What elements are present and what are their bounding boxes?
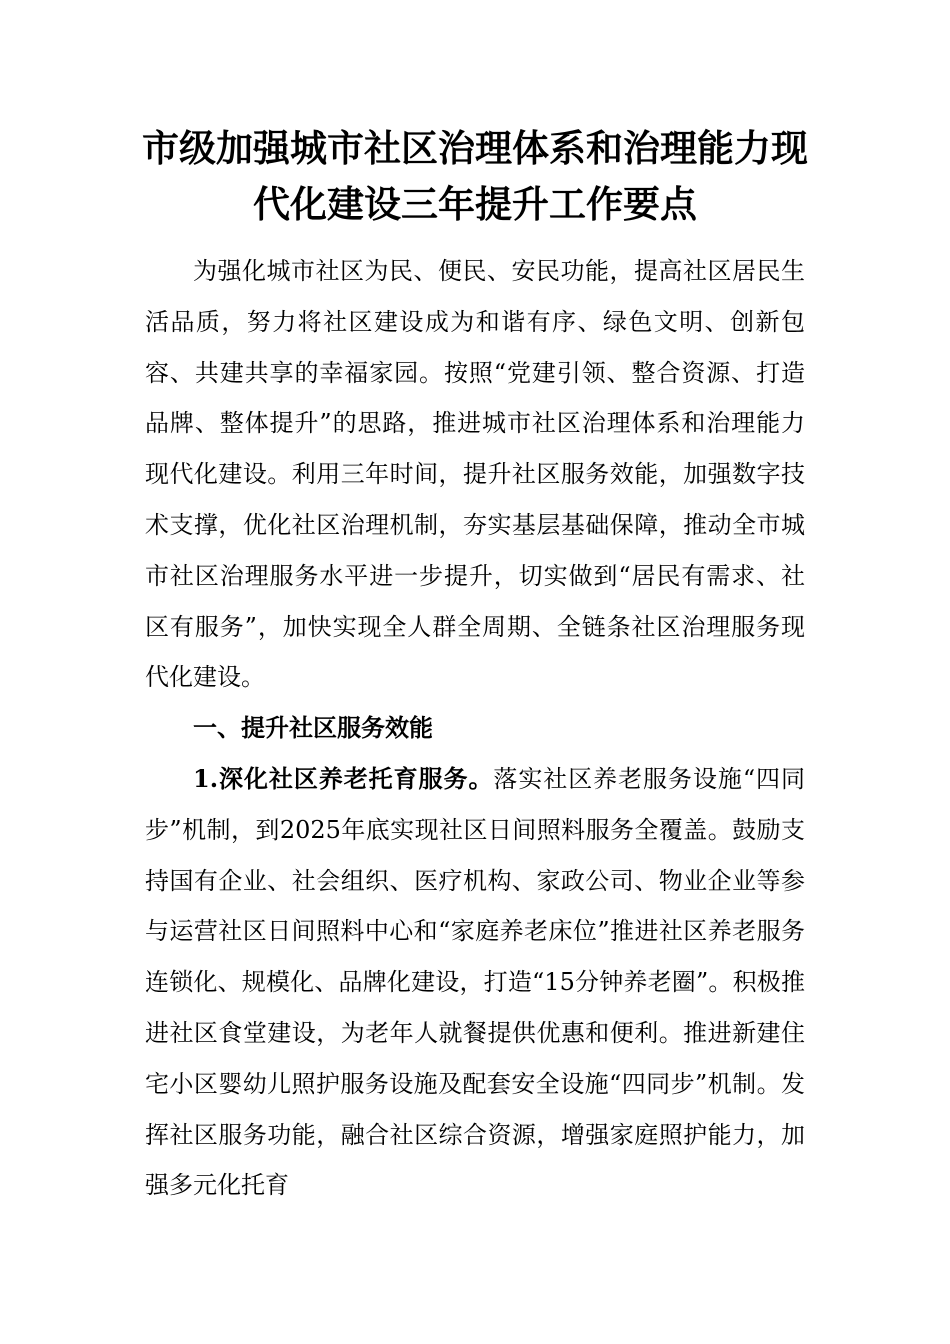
- item-1-paragraph: [145, 754, 805, 1211]
- item-1-lead: 1.深化社区养老托育服务。: [193, 763, 494, 793]
- intro-paragraph: 为强化城市社区为民、便民、安民功能，提高社区居民生活品质，努力将社区建设成为和谐有序、绿色文明、创新包容、共建共享的幸福家园。按照“党建引领、整合资源、打造品牌、整体提升”的思路，推进城市社区治理体系和治理能力现代化建设。利用三年时间，提升社区服务效能，加强数字技术支撑，优化社区治理机制，夯实基层基础保障，推动全市城市社区治理服务水平进一步提升，切实做到“居民有需求、社区有服务”，加快实现全人群全周期、全链条社区治理服务现代化建设。: [145, 257, 805, 692]
- item-1-text: 落实社区养老服务设施“四同步”机制，到2025年底实现社区日间照料服务全覆盖。鼓励支持国有企业、社会组织、医疗机构、家政公司、物业企业等参与运营社区日间照料中心和“家庭养老床位”推进社区养老服务连锁化、规模化、品牌化建设，打造“15分钟养老圈”。积极推进社区食堂建设，为老年人就餐提供优惠和便利。推进新建住宅小区婴幼儿照护服务设施及配套安全设施“四同步”机制。发挥社区服务功能，融合社区综合资源，增强家庭照护能力，加强多元化托育: [145, 764, 805, 1200]
- title-line-1: 市级加强城市社区治理体系和治理能力现: [142, 126, 808, 170]
- title-line-2: 代化建设三年提升工作要点: [253, 182, 697, 226]
- section-heading-1: 一、提升社区服务效能: [193, 714, 433, 743]
- document-body: [145, 246, 805, 1211]
- document-title: [100, 120, 850, 232]
